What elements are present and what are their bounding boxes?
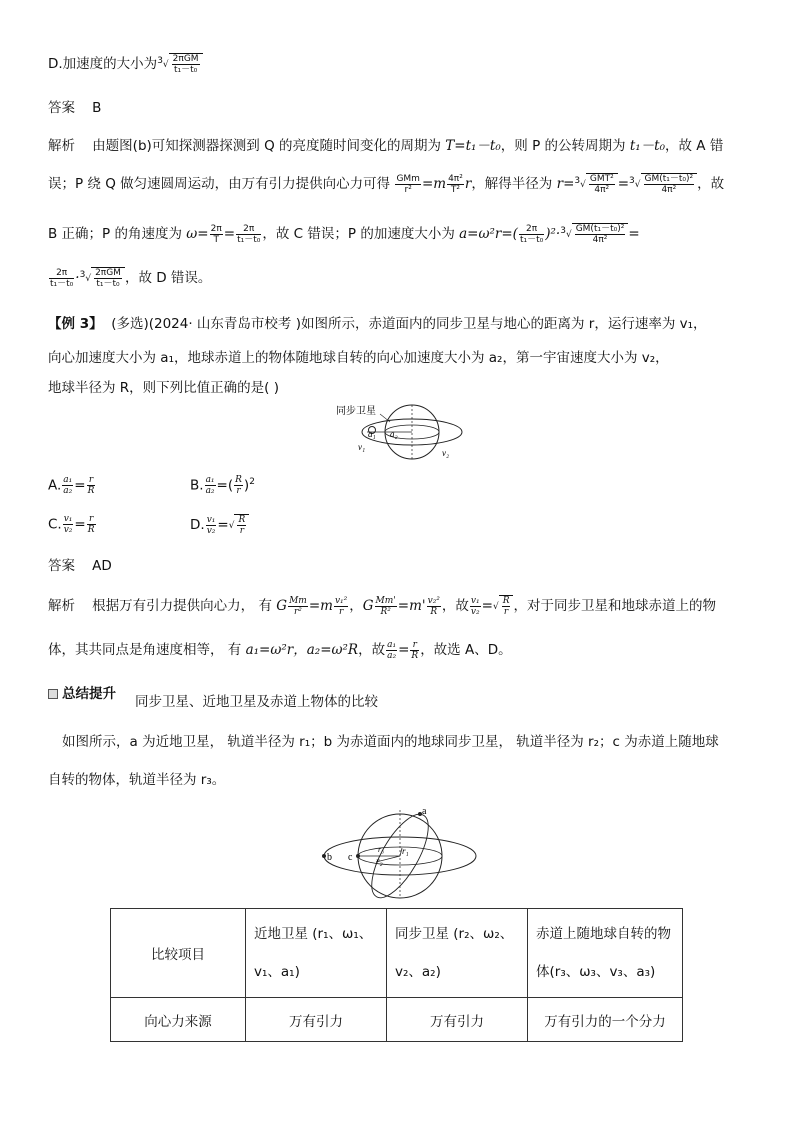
frac-den: a₂ (63, 486, 73, 496)
answer-value: AD (92, 558, 112, 574)
option-label: B. (190, 477, 204, 494)
frac-num: 2π (236, 224, 261, 235)
math: a₁=ω²r，a₂=ω²R (245, 642, 359, 658)
frac-den: t₁－t₀ (96, 279, 120, 289)
root-index: 3 (629, 176, 635, 186)
frac-den: r² (404, 184, 412, 195)
frac-den: r (239, 526, 244, 536)
text: ，故选 A、D。 (420, 642, 512, 658)
fraction (447, 174, 464, 195)
math: G (276, 598, 288, 614)
math: a=ω²r=( (459, 226, 518, 242)
math: = (628, 226, 640, 242)
text: ，故 (697, 176, 725, 192)
text: ，对于同步卫星和地球赤道上的物 (513, 598, 716, 614)
frac-num: GMm (396, 173, 420, 184)
math: =m' (397, 598, 426, 614)
option-c: C. $\frac{\text{v₁}}{\text{v₂}}$ = $\frac{r}{R}$ (48, 514, 95, 535)
frac-num: v₁ (470, 595, 480, 606)
math: T=t₁－t₀ (445, 138, 501, 154)
summary-tag (48, 682, 116, 702)
frac-num: GMT² (589, 174, 614, 184)
exponent: 2 (249, 477, 255, 487)
cube-root: $^3$√ $\frac{\text{GMT²}}{\text{4π²}}$ (574, 173, 617, 195)
frac-den: v₂ (206, 525, 216, 536)
math: r= (556, 176, 575, 192)
text: 由题图(b)可知探测器探测到 Q 的亮度随时间变化的周期为 (92, 138, 441, 154)
math: ω= (186, 226, 209, 242)
analysis2-line1: 解析 根据万有引力提供向心力， 有 G $\frac{Mm}{\text{r²}}$ =m $\frac{\text{v₁²}}{r}$ ，G $\frac{Mm'}{\text{R²}}$ =m' $\frac{\text{v₂²}}{R}$ ，故 $\frac{\text{v₁}}{\text{v₂}}$ =√ $\frac{R}{r}$ ，对于同步卫星和地球赤道上的物 (48, 595, 716, 617)
frac-num: 2π (210, 223, 222, 234)
example3-line1 (48, 312, 707, 332)
frac-num: a₁ (63, 475, 73, 485)
frac-den: a₂ (387, 650, 397, 661)
frac-den: 4π² (592, 235, 608, 245)
text: ，故 C 错误；P 的加速度大小为 (262, 226, 455, 242)
a1-label: a₁ (368, 429, 376, 439)
frac-den: R (87, 486, 95, 496)
math: )²· (545, 226, 561, 242)
option-label: D. (190, 517, 205, 533)
table-cell: 同步卫星 (r₂、ω₂、v₂、a₂) (387, 909, 528, 998)
summary-icon (48, 689, 58, 699)
v1-label: v₁ (358, 442, 366, 452)
fraction (210, 224, 223, 245)
math: G (362, 598, 374, 614)
label-r3: r₃ (378, 845, 384, 854)
frac-num: r (87, 475, 96, 486)
text: ，故 (441, 598, 469, 614)
analysis-label: 解析 (48, 598, 75, 614)
analysis1-line2 (48, 172, 724, 195)
answer2 (48, 554, 112, 574)
frac-den: R² (380, 606, 391, 617)
text: 误；P 绕 Q 做匀速圆周运动，由万有引力提供向心力可得 (48, 176, 391, 192)
text: ，则 P 的公转周期为 (500, 138, 626, 154)
frac-num: 2π (49, 268, 74, 279)
label-a: a (422, 806, 427, 817)
frac-num: 4π² (448, 173, 463, 184)
text: 根据万有引力提供向心力， 有 (92, 598, 272, 614)
option-d-label: D.加速度的大小为 (48, 56, 158, 72)
frac-den: r (236, 486, 241, 496)
answer-label: 答案 (48, 100, 75, 116)
frac-num: 2πGM (172, 54, 199, 64)
analysis1-line4: $\frac{2\pi}{\text{t₁－t₀}}$ ·$^3$√ $\frac{\text{2πGM}}{\text{t₁－t₀}}$ ，故 D 错误。 (50, 267, 212, 289)
answer1 (48, 96, 101, 116)
root-index: 3 (574, 176, 581, 186)
analysis-label: 解析 (48, 138, 75, 154)
option-label: A. (48, 477, 62, 494)
frac-num: a₁ (387, 639, 397, 650)
frac-den: 4π² (661, 185, 677, 195)
label-c: c (348, 852, 353, 863)
table-cell: 近地卫星 (r₁、ω₁、v₁、a₁) (246, 909, 387, 998)
frac-num: v₁² (334, 595, 348, 606)
frac-den: t₁－t₀ (50, 278, 74, 289)
table-cell: 赤道上随地球自转的物体(r₃、ω₃、v₃、a₃) (528, 909, 683, 998)
satellite-figure (330, 400, 470, 462)
math: r (464, 176, 472, 192)
v2-label: v₂ (442, 448, 450, 458)
frac-num: v₂² (427, 595, 440, 606)
frac-num: v₁ (206, 514, 216, 525)
table-cell: 万有引力的一个分力 (528, 998, 683, 1042)
text: ，故 (358, 642, 386, 658)
math: =m (421, 176, 447, 192)
frac-den: r (503, 607, 509, 617)
frac-num: R (238, 515, 246, 525)
text: ，故 A 错 (665, 138, 724, 154)
frac-num: r (87, 514, 96, 525)
text: 体，其共同点是角速度相等， 有 (48, 642, 242, 658)
label-b: b (327, 852, 332, 863)
math: = (617, 176, 630, 192)
text: ，解得半径为 (471, 176, 553, 192)
fraction (236, 224, 261, 245)
frac-den: v₂ (470, 606, 480, 617)
label-r2: r₂ (376, 856, 383, 866)
frac-den: R (430, 606, 438, 617)
root-index: 3 (157, 56, 163, 66)
frac-den: T² (450, 184, 461, 195)
text: (多选)(2024· 山东青岛市校考 )如图所示，赤道面内的同步卫星与地心的距离为 r，运行速率为 v₁， (111, 316, 707, 332)
analysis2-line2 (48, 638, 512, 661)
frac-num: 2π (519, 224, 544, 235)
frac-num: GM(t₁－t₀)² (644, 174, 694, 184)
summary-title: 同步卫星、近地卫星及赤道上物体的比较 (135, 694, 378, 710)
option-b: B. $\frac{\text{a₁}}{\text{a₂}}$ =( $\frac{R}{r}$ )$^2$ (190, 475, 255, 496)
frac-den: 4π² (594, 185, 610, 195)
frac-num: a₁ (205, 475, 215, 485)
frac-den: r² (293, 606, 302, 617)
frac-num: v₁ (63, 514, 73, 524)
cube-root: $^3$√ $\frac{\text{GM(t₁－t₀)²}}{\text{4π²}}$ (629, 173, 697, 195)
frac-num: Mm (289, 595, 307, 606)
analysis1-line3 (48, 222, 640, 245)
frac-den: R (411, 650, 419, 661)
text: ，故 D 错误。 (124, 270, 212, 286)
example3-line2: 向心加速度大小为 a₁，地球赤道上的物体随地球自转的向心加速度大小为 a₂，第一宇宙速度大小为 v₂， (48, 350, 669, 366)
fraction (49, 268, 74, 289)
table-cell: 向心力来源 (111, 998, 246, 1042)
orbits-figure (318, 800, 478, 900)
answer-value: B (92, 100, 102, 116)
math: = (398, 642, 410, 658)
summary-para1: 如图所示，a 为近地卫星， 轨道半径为 r₁；b 为赤道面内的地球同步卫星， 轨道半径为 r₂；c 为赤道上随地球 (62, 734, 719, 750)
cube-root: $^3$√ $\frac{\text{GM(t₁－t₀)²}}{\text{4π²}}$ (560, 223, 628, 245)
frac-den: t₁－t₀ (173, 65, 198, 75)
frac-den: a₂ (205, 486, 215, 496)
cube-root: $^3$√ $\frac{\text{2πGM}}{\text{t₁－t₀}}$ (157, 53, 202, 75)
a2-label: a₂ (390, 429, 398, 439)
root-index: 3 (79, 270, 86, 280)
option-label: C. (48, 516, 62, 533)
example3-line3: 地球半径为 R，则下列比值正确的是( ) (48, 380, 279, 396)
frac-num: GM(t₁－t₀)² (575, 224, 625, 234)
example-tag: 【例 3】 (48, 316, 103, 332)
math: =m (308, 598, 333, 614)
fraction (395, 174, 421, 195)
summary-para2: 自转的物体，轨道半径为 r₃。 (48, 772, 226, 788)
cube-root: $^3$√ $\frac{\text{2πGM}}{\text{t₁－t₀}}$ (80, 267, 125, 289)
root-index: 3 (560, 226, 566, 236)
frac-num: R (502, 596, 510, 606)
frac-den: t₁－t₀ (237, 234, 261, 245)
frac-den: v₂ (63, 525, 73, 535)
option-d: D. $\frac{\text{v₁}}{\text{v₂}}$ =√ $\frac{R}{r}$ (190, 514, 249, 536)
summary-tag-text: 总结提升 (62, 686, 116, 702)
table-cell: 比较项目 (111, 909, 246, 998)
text: B 正确；P 的角速度为 (48, 226, 182, 242)
frac-den: r (338, 606, 344, 617)
fraction (519, 224, 544, 245)
math: = (223, 226, 236, 242)
frac-num: R (235, 475, 242, 485)
frac-den: t₁－t₀ (519, 234, 544, 245)
answer-label: 答案 (48, 558, 75, 574)
comparison-table (110, 908, 683, 1042)
table-row (111, 909, 683, 998)
frac-den: T (213, 234, 219, 245)
analysis1-line1 (48, 134, 723, 154)
frac-den: R (87, 525, 95, 535)
label-r1: r₁ (402, 846, 409, 856)
frac-num: 2πGM (95, 268, 121, 278)
math: = (481, 598, 493, 614)
option-d-line (48, 52, 203, 75)
text: ， (349, 598, 363, 614)
math: t₁－t₀ (629, 138, 665, 154)
table-row (111, 998, 683, 1042)
frac-num: r (410, 640, 419, 651)
sat-label: 同步卫星 (336, 406, 376, 417)
table-cell: 万有引力 (246, 998, 387, 1042)
frac-num: Mm' (375, 595, 396, 606)
table-cell: 万有引力 (387, 998, 528, 1042)
option-a: A. $\frac{\text{a₁}}{\text{a₂}}$ = $\frac{r}{R}$ (48, 475, 95, 496)
